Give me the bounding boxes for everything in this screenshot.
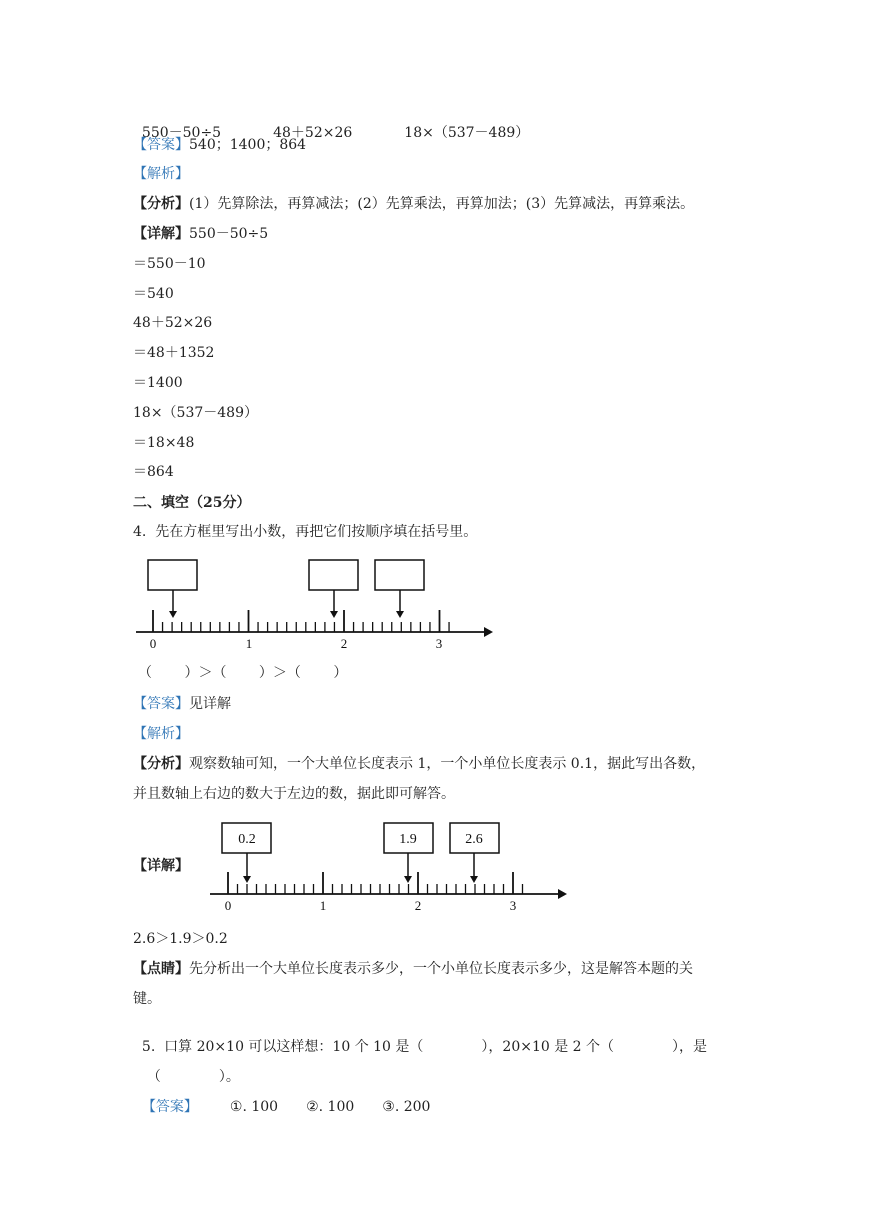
expression-1: 550－50÷5 xyxy=(141,125,222,141)
expression-2: 48＋52×26 xyxy=(273,125,353,141)
answer-text: 见详解 xyxy=(189,696,231,712)
result-text: 2.6＞1.9＞0.2 xyxy=(133,931,228,947)
step-line: 18×（537－489） xyxy=(133,405,258,421)
question-4-text: 4. 先在方框里写出小数，再把它们按顺序填在括号里。 xyxy=(133,524,478,540)
step-text: 550－50÷5 xyxy=(189,226,269,242)
axis-label: 3 xyxy=(435,636,443,651)
answer-tag: 【答案】 xyxy=(141,1099,198,1115)
answer-tag: 【答案】 xyxy=(133,696,189,712)
q5-text-d: （ xyxy=(146,1069,161,1085)
answer-item: ①. 100 xyxy=(229,1099,279,1115)
dianjing-text: 先分析出一个大单位长度表示多少，一个小单位长度表示多少，这是解答本题的关 xyxy=(189,961,693,977)
expression-3: 18×（537－489） xyxy=(404,125,530,141)
fenxi-tag: 【分析】 xyxy=(133,196,189,212)
arrow-head xyxy=(396,611,404,618)
number-line-solution xyxy=(200,818,575,918)
answer-text: 540；1400；864 xyxy=(189,137,307,153)
dianjing-continued: 键。 xyxy=(133,991,161,1007)
axis-label: 0 xyxy=(149,636,157,651)
arrow-head xyxy=(169,611,177,618)
blank-box xyxy=(309,560,358,590)
arrow-head xyxy=(470,876,478,883)
fenxi-text: (1）先算除法，再算减法；(2）先算乘法，再算加法；(3）先算减法，再算乘法。 xyxy=(189,196,695,212)
axis-label: 0 xyxy=(224,898,232,913)
step-line: 48＋52×26 xyxy=(133,315,213,331)
axis-label: 2 xyxy=(414,898,422,913)
answer-tag: 【答案】 xyxy=(133,137,189,153)
xiangjie-row xyxy=(133,225,268,243)
answer-item: ②. 100 xyxy=(306,1099,355,1115)
axis-label: 1 xyxy=(319,898,327,913)
arrow-head xyxy=(330,611,338,618)
analysis-tag: 【解析】 xyxy=(133,726,189,742)
step-line: ＝1400 xyxy=(133,375,183,391)
blank-box xyxy=(375,560,424,590)
box-value: 0.2 xyxy=(238,832,256,847)
fenxi-row xyxy=(133,195,694,213)
q5-text-a: 5. 口算 20×10 可以这样想：10 个 10 是（ xyxy=(141,1039,424,1055)
answer-row xyxy=(133,695,231,713)
fenxi-row xyxy=(133,755,705,773)
fenxi-tag: 【分析】 xyxy=(133,756,189,772)
arrow-head xyxy=(243,876,251,883)
axis-label: 1 xyxy=(245,636,253,651)
q5-text-e: ）。 xyxy=(218,1069,240,1085)
number-line-question xyxy=(128,553,508,653)
axis-arrow-head xyxy=(558,889,567,899)
box-value: 2.6 xyxy=(465,832,483,847)
step-line: ＝48＋1352 xyxy=(133,345,215,361)
step-line: ＝18×48 xyxy=(133,435,195,451)
xiangjie-tag: 【详解】 xyxy=(133,226,189,242)
answer-item: ③. 200 xyxy=(382,1099,431,1115)
axis-label: 2 xyxy=(340,636,348,651)
arrow-head xyxy=(404,876,412,883)
q5-text-b: ），20×10 是 2 个（ xyxy=(481,1039,615,1055)
box-value: 1.9 xyxy=(399,832,417,847)
section-title: 二、填空（25分） xyxy=(133,495,251,511)
fenxi-text: 观察数轴可知，一个大单位长度表示 1，一个小单位长度表示 0.1，据此写出各数， xyxy=(189,756,706,772)
blank-comparison: （ ）＞（ ）＞（ ） xyxy=(138,665,348,681)
answer-row xyxy=(133,1080,430,1116)
axis-label: 3 xyxy=(509,898,517,913)
analysis-tag: 【解析】 xyxy=(133,166,189,182)
blank-box xyxy=(148,560,197,590)
xiangjie-tag: 【详解】 xyxy=(133,858,189,874)
step-line: ＝864 xyxy=(133,464,174,480)
axis-arrow-head xyxy=(484,627,493,637)
step-line: ＝540 xyxy=(133,286,174,302)
step-line: ＝550－10 xyxy=(133,256,206,272)
q5-text-c: ），是 xyxy=(672,1039,708,1055)
dianjing-row xyxy=(133,960,693,978)
fenxi-continued: 并且数轴上右边的数大于左边的数，据此即可解答。 xyxy=(133,786,455,802)
answer-row xyxy=(133,136,306,154)
dianjing-tag: 【点睛】 xyxy=(133,961,189,977)
